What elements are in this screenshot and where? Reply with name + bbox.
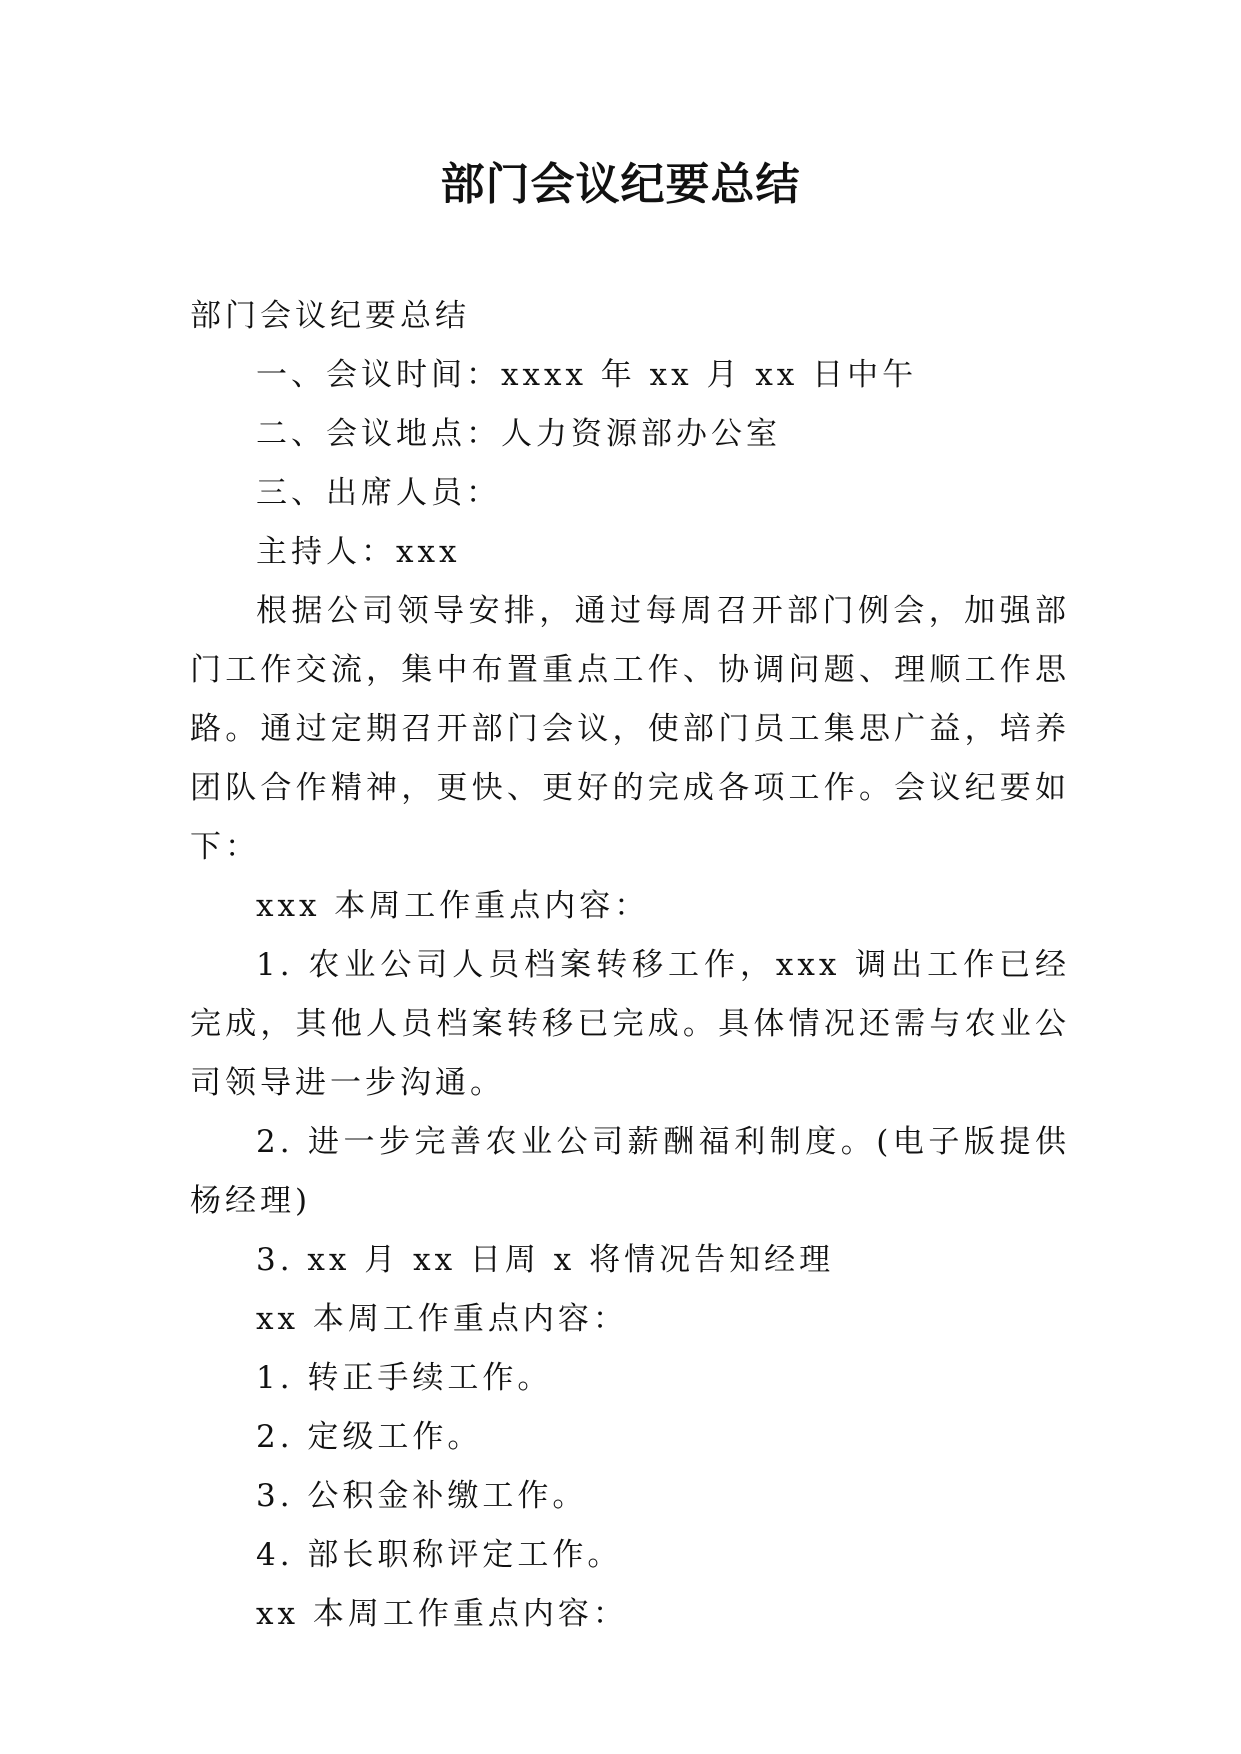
section2-item-3: 3. 公积金补缴工作。 <box>256 1478 588 1514</box>
section2-item-2: 2. 定级工作。 <box>256 1419 483 1455</box>
section2-item-4: 4. 部长职称评定工作。 <box>256 1537 623 1573</box>
attendees-label: 三、出席人员： <box>256 475 501 511</box>
section2-item-1: 1. 转正手续工作。 <box>256 1360 553 1396</box>
section3-heading: xx 本周工作重点内容： <box>256 1596 628 1632</box>
document-title: 部门会议纪要总结 <box>440 159 801 210</box>
meeting-place: 二、会议地点：人力资源部办公室 <box>256 416 781 452</box>
section1-item-2: 2. 进一步完善农业公司薪酬福利制度。(电子版提供杨经理) <box>190 1124 1070 1219</box>
host-line: 主持人：xxx <box>256 534 461 570</box>
meeting-time: 一、会议时间：xxxx 年 xx 月 xx 日中午 <box>256 357 918 393</box>
section1-item-1: 1. 农业公司人员档案转移工作，xxx 调出工作已经完成，其他人员档案转移已完成。具体情况还需与农业公司领导进一步沟通。 <box>190 947 1070 1101</box>
section1-item-3: 3. xx 月 xx 日周 x 将情况告知经理 <box>256 1242 835 1278</box>
intro-paragraph: 根据公司领导安排，通过每周召开部门例会，加强部门工作交流，集中布置重点工作、协调问题、理顺工作思路。通过定期召开部门会议，使部门员工集思广益，培养团队合作精神，更快、更好的完成各项工作。会议纪要如下： <box>190 593 1070 865</box>
section1-heading: xxx 本周工作重点内容： <box>256 888 650 924</box>
subtitle: 部门会议纪要总结 <box>190 298 470 334</box>
section2-heading: xx 本周工作重点内容： <box>256 1301 628 1337</box>
document-body <box>190 287 1070 1644</box>
